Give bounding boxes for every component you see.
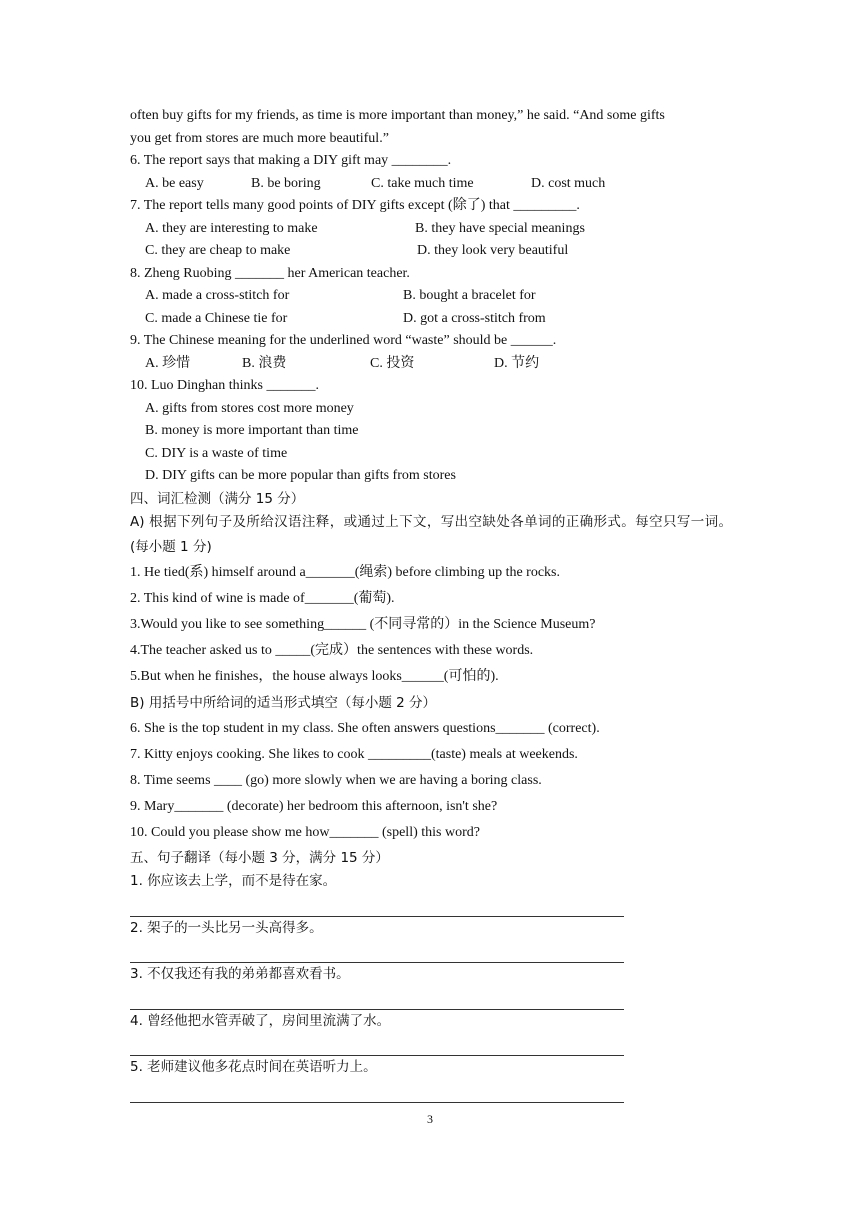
q10-option-d: D. DIY gifts can be more popular than gifts from stores	[145, 468, 456, 483]
translation-answer-line-1[interactable]	[130, 893, 624, 917]
page-number: 3	[427, 1112, 433, 1126]
question-6-stem: 6. The report says that making a DIY gift may ________.	[130, 153, 452, 168]
question-7-stem: 7. The report tells many good points of DIY gifts except (除了) that _________.	[130, 198, 580, 213]
translation-item-2: 2. 架子的一头比另一头高得多。	[130, 919, 323, 936]
q7-option-b: B. they have special meanings	[415, 220, 585, 236]
q10-option-b: B. money is more important than time	[145, 423, 359, 438]
q8-option-b: B. bought a bracelet for	[403, 288, 536, 303]
vocab-a-item-4: 4.The teacher asked us to _____(完成）the sentences with these words.	[130, 643, 534, 658]
q9-option-c: C. 投资	[370, 355, 415, 371]
intro-line-1: often buy gifts for my friends, as time is more important than money,” he said. “And some gifts	[130, 108, 665, 123]
question-9-stem: 9. The Chinese meaning for the underlined word “waste” should be ______.	[130, 333, 557, 348]
translation-answer-line-5[interactable]	[130, 1079, 624, 1103]
vocab-a-item-1: 1. He tied(系) himself around a_______(绳索) before climbing up the rocks.	[130, 565, 561, 580]
q7-option-c: C. they are cheap to make	[145, 243, 291, 258]
question-8-stem: 8. Zheng Ruobing _______ her American teacher.	[130, 265, 410, 281]
vocab-b-item-10: 10. Could you please show me how_______ (spell) this word?	[130, 825, 480, 840]
worksheet-page	[130, 105, 732, 1103]
q6-option-b: B. be boring	[251, 175, 321, 191]
q8-option-d: D. got a cross-stitch from	[403, 310, 546, 326]
q9-option-d: D. 节约	[494, 355, 540, 371]
q8-option-a: A. made a cross-stitch for	[145, 288, 290, 303]
vocab-b-item-6: 6. She is the top student in my class. She often answers questions_______ (correct).	[130, 721, 600, 736]
question-6-options	[130, 173, 732, 196]
q9-option-b: B. 浪费	[242, 355, 287, 371]
question-8-options-row2	[130, 308, 732, 331]
q7-option-d: D. they look very beautiful	[417, 243, 569, 258]
q10-option-a: A. gifts from stores cost more money	[145, 400, 354, 416]
vocab-part-a-title: A) 根据下列句子及所给汉语注释，或通过上下文，写出空缺处各单词的正确形式。每空只写一词。(每小题 1 分)	[130, 514, 732, 555]
q6-option-c: C. take much time	[371, 175, 474, 191]
question-7-options-row1	[130, 218, 732, 241]
vocab-b-item-8: 8. Time seems ____ (go) more slowly when we are having a boring class.	[130, 773, 542, 788]
q8-option-c: C. made a Chinese tie for	[145, 310, 288, 326]
translation-item-3: 3. 不仅我还有我的弟弟都喜欢看书。	[130, 966, 350, 982]
translation-item-5: 5. 老师建议他多花点时间在英语听力上。	[130, 1059, 377, 1075]
q9-option-a: A. 珍惜	[145, 355, 191, 371]
vocab-part-b-title: B) 用括号中所给词的适当形式填空（每小题 2 分）	[130, 695, 436, 711]
translation-section-title: 五、句子翻译（每小题 3 分，满分 15 分）	[130, 850, 389, 866]
question-9-options	[130, 353, 732, 376]
question-8-options-row1	[130, 285, 732, 308]
translation-answer-line-4[interactable]	[130, 1032, 624, 1056]
q7-option-a: A. they are interesting to make	[145, 220, 318, 236]
vocab-a-item-3: 3.Would you like to see something______ (不同寻常的）in the Science Museum?	[130, 617, 596, 632]
translation-item-1: 1. 你应该去上学，而不是待在家。	[130, 873, 337, 889]
q6-option-a: A. be easy	[145, 175, 204, 191]
translation-answer-line-2[interactable]	[130, 939, 624, 963]
vocab-a-item-5: 5.But when he finishes，the house always looks______(可怕的).	[130, 669, 499, 684]
q10-option-c: C. DIY is a waste of time	[145, 445, 288, 461]
question-7-options-row2	[130, 240, 732, 263]
vocab-a-item-2: 2. This kind of wine is made of_______(葡萄).	[130, 591, 395, 606]
vocab-b-item-7: 7. Kitty enjoys cooking. She likes to cook _________(taste) meals at weekends.	[130, 747, 578, 762]
question-10-stem: 10. Luo Dinghan thinks _______.	[130, 378, 319, 393]
intro-line-2: you get from stores are much more beautiful.”	[130, 130, 389, 146]
vocab-b-item-9: 9. Mary_______ (decorate) her bedroom this afternoon, isn't she?	[130, 799, 498, 814]
translation-item-4: 4. 曾经他把水管弄破了，房间里流满了水。	[130, 1012, 391, 1029]
vocab-section-title: 四、词汇检测（满分 15 分）	[130, 490, 305, 507]
translation-answer-line-3[interactable]	[130, 986, 624, 1010]
q6-option-d: D. cost much	[531, 175, 606, 191]
